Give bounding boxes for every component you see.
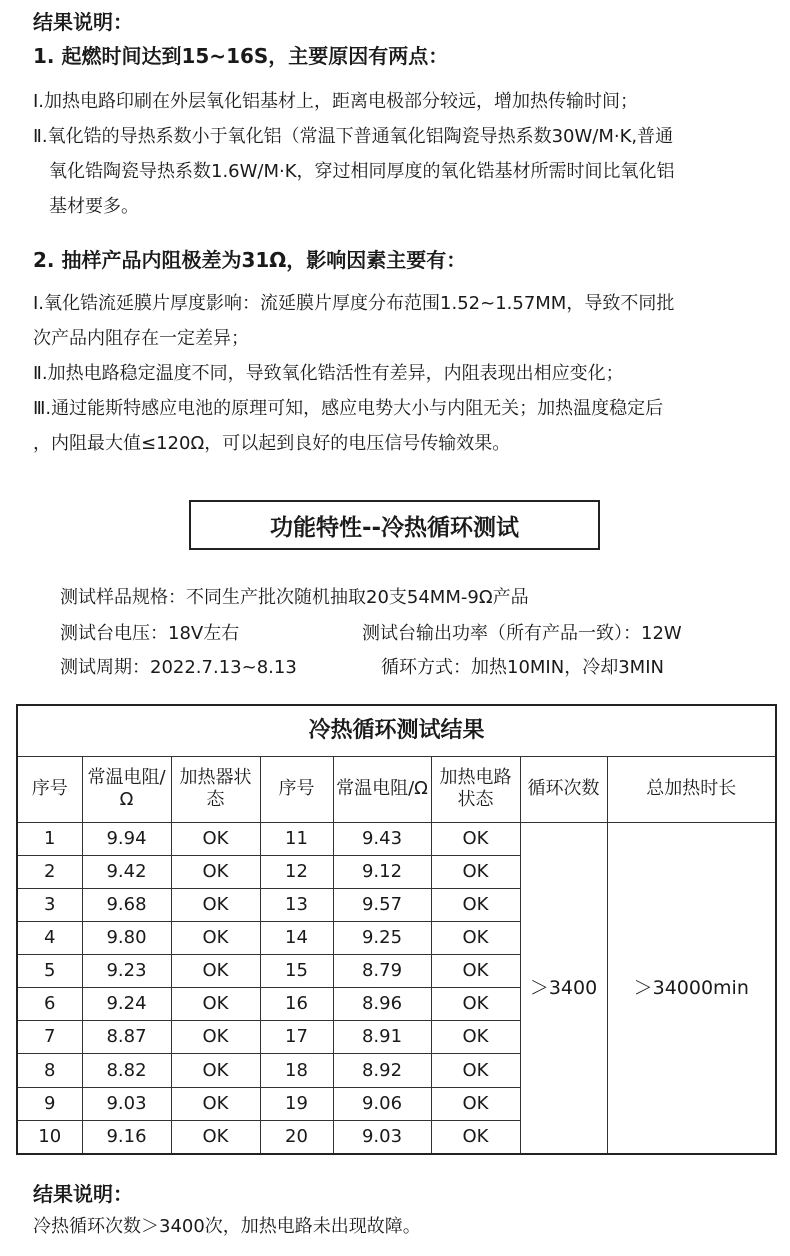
point-1-line: Ⅱ.氧化锆的导热系数小于氧化铝（常温下普通氧化铝陶瓷导热系数30W/M·K,普通 [33,126,674,147]
status-cell: OK [171,921,260,954]
table-header-cell: 序号 [260,757,333,822]
status-cell: OK [171,955,260,988]
table-header-cell: 序号 [17,757,82,822]
point-2-line: Ⅲ.通过能斯特感应电池的原理可知，感应电势大小与内阻无关；加热温度稳定后 [33,398,664,419]
resistance-cell: 8.82 [82,1054,171,1087]
point-1-heading: 1. 起燃时间达到15~16S，主要原因有两点： [33,44,449,68]
sample-number-cell: 15 [260,955,333,988]
status-cell: OK [431,855,520,888]
resistance-cell: 9.03 [333,1120,431,1154]
point-2-body [33,286,674,461]
table-header-cell: 常温电阻/Ω [82,757,171,822]
status-cell: OK [171,988,260,1021]
resistance-cell: 9.12 [333,855,431,888]
point-2-line: ，内阻最大值≤120Ω，可以起到良好的电压信号传输效果。 [33,433,511,454]
point-1-line: 基材要多。 [49,196,139,217]
conclusion-text: 冷热循环次数＞3400次，加热电路未出现故障。 [33,1216,421,1237]
status-cell: OK [431,1120,520,1154]
conclusion-title: 结果说明： [33,1182,133,1206]
resistance-cell: 9.43 [333,822,431,855]
point-2-line: Ⅰ.氧化锆流延膜片厚度影响：流延膜片厚度分布范围1.52~1.57MM，导致不同批 [33,293,675,314]
resistance-cell: 9.57 [333,888,431,921]
status-cell: OK [171,1120,260,1154]
sample-number-cell: 7 [17,1021,82,1054]
status-cell: OK [171,1054,260,1087]
point-2-line: Ⅱ.加热电路稳定温度不同，导致氧化锆活性有差异，内阻表现出相应变化； [33,363,624,384]
resistance-cell: 9.16 [82,1120,171,1154]
status-cell: OK [431,921,520,954]
resistance-cell: 9.06 [333,1087,431,1120]
point-2-line: 次产品内阻存在一定差异； [33,328,249,349]
sample-number-cell: 10 [17,1120,82,1154]
sample-number-cell: 5 [17,955,82,988]
status-cell: OK [431,1054,520,1087]
spec-power: 测试台输出功率（所有产品一致）：12W [362,623,682,644]
sample-number-cell: 16 [260,988,333,1021]
sample-number-cell: 9 [17,1087,82,1120]
table-header-cell: 循环次数 [520,757,607,822]
sample-number-cell: 14 [260,921,333,954]
point-1-body [33,84,675,224]
sample-number-cell: 20 [260,1120,333,1154]
point-1-line: Ⅰ.加热电路印刷在外层氧化铝基材上，距离电极部分较远，增加热传输时间； [33,91,639,112]
sample-number-cell: 2 [17,855,82,888]
status-cell: OK [431,822,520,855]
resistance-cell: 8.92 [333,1054,431,1087]
table-title: 冷热循环测试结果 [17,705,776,757]
status-cell: OK [431,988,520,1021]
status-cell: OK [431,1087,520,1120]
sample-number-cell: 19 [260,1087,333,1120]
total-heating-time-cell: ＞34000min [607,822,776,1154]
resistance-cell: 8.91 [333,1021,431,1054]
point-2-heading: 2. 抽样产品内阻极差为31Ω，影响因素主要有： [33,248,467,272]
results-table [16,704,777,1155]
sample-number-cell: 4 [17,921,82,954]
resistance-cell: 8.87 [82,1021,171,1054]
status-cell: OK [431,888,520,921]
resistance-cell: 9.25 [333,921,431,954]
spec-period: 测试周期：2022.7.13~8.13 [60,657,297,678]
sample-number-cell: 1 [17,822,82,855]
table-row [17,822,776,855]
cycle-count-cell: ＞3400 [520,822,607,1154]
spec-sample: 测试样品规格：不同生产批次随机抽取20支54MM-9Ω产品 [60,587,529,608]
resistance-cell: 9.42 [82,855,171,888]
table-header-cell: 加热电路状态 [431,757,520,822]
resistance-cell: 8.96 [333,988,431,1021]
spec-voltage: 测试台电压：18V左右 [60,623,240,644]
sample-number-cell: 18 [260,1054,333,1087]
status-cell: OK [171,855,260,888]
table-header-cell: 加热器状态 [171,757,260,822]
resistance-cell: 9.24 [82,988,171,1021]
sample-number-cell: 11 [260,822,333,855]
sample-number-cell: 17 [260,1021,333,1054]
status-cell: OK [431,1021,520,1054]
spec-mode: 循环方式：加热10MIN，冷却3MIN [381,657,664,678]
status-cell: OK [431,955,520,988]
point-1-line: 氧化锆陶瓷导热系数1.6W/M·K，穿过相同厚度的氧化锆基材所需时间比氧化铝 [49,161,675,182]
resistance-cell: 9.94 [82,822,171,855]
resistance-cell: 8.79 [333,955,431,988]
result-title: 结果说明： [33,10,133,34]
table-header-cell: 总加热时长 [607,757,776,822]
table-header-cell: 常温电阻/Ω [333,757,431,822]
resistance-cell: 9.03 [82,1087,171,1120]
table-header-row [17,757,776,822]
feature-title-box [189,500,600,550]
sample-number-cell: 12 [260,855,333,888]
status-cell: OK [171,1021,260,1054]
sample-number-cell: 13 [260,888,333,921]
status-cell: OK [171,888,260,921]
feature-title: 功能特性--冷热循环测试 [269,514,520,541]
status-cell: OK [171,822,260,855]
resistance-cell: 9.23 [82,955,171,988]
sample-number-cell: 6 [17,988,82,1021]
status-cell: OK [171,1087,260,1120]
sample-number-cell: 8 [17,1054,82,1087]
resistance-cell: 9.80 [82,921,171,954]
sample-number-cell: 3 [17,888,82,921]
resistance-cell: 9.68 [82,888,171,921]
